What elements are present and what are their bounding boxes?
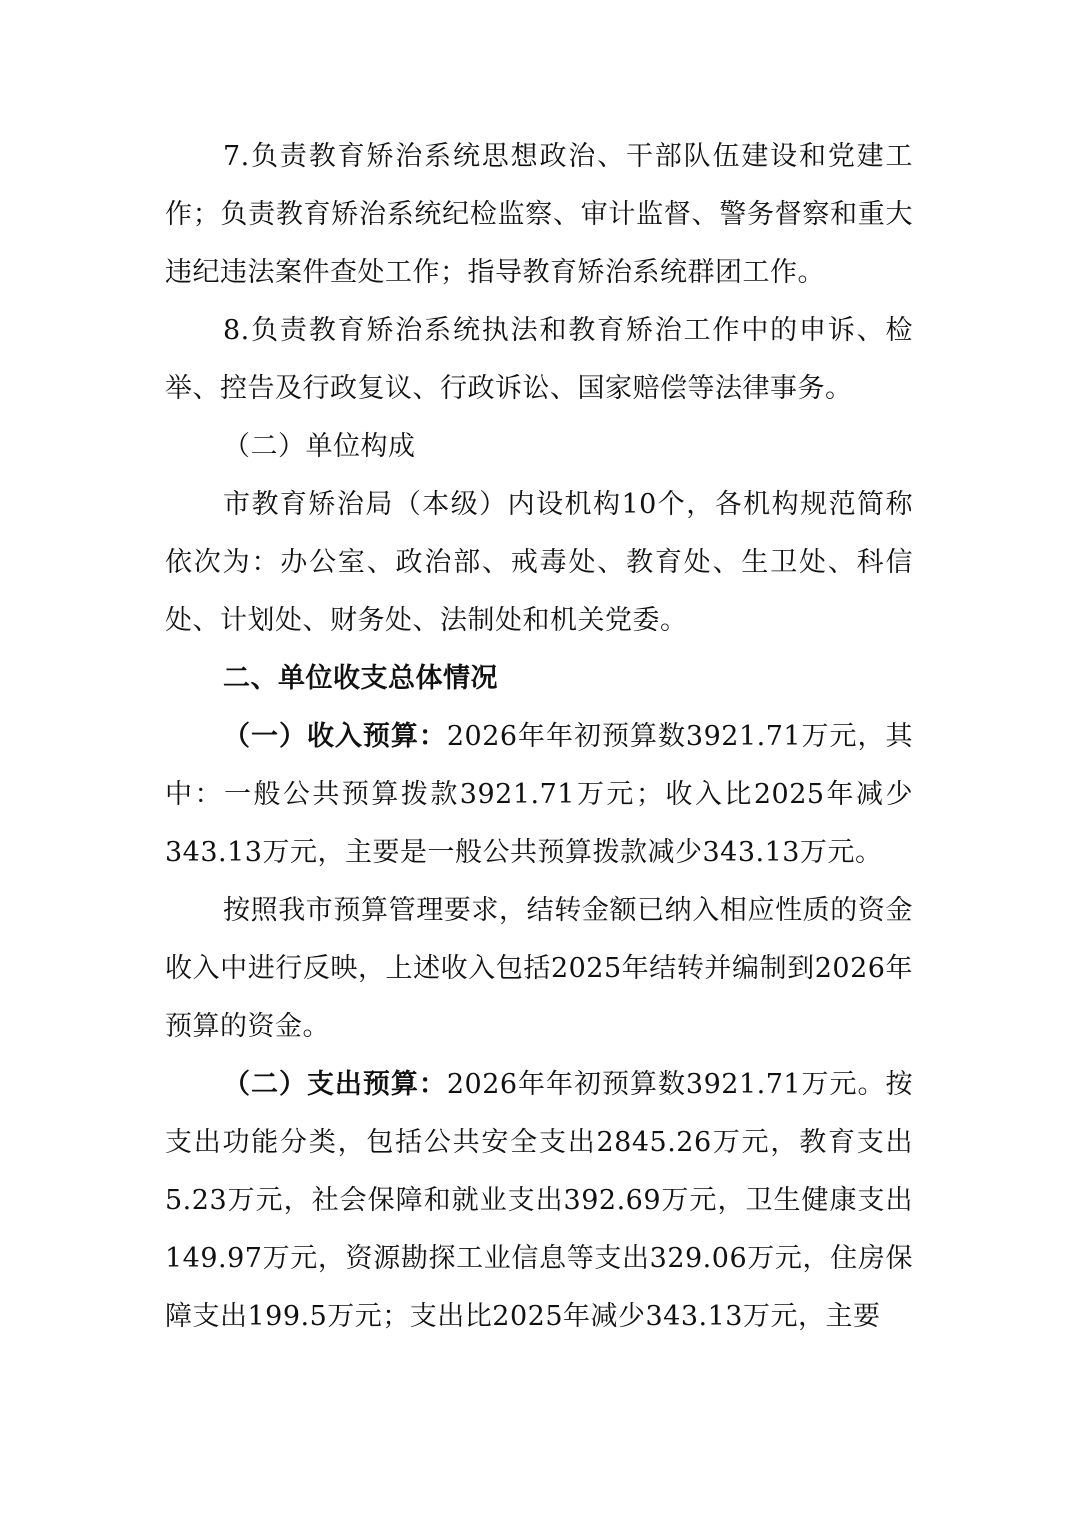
income-budget-label: （一）收入预算： <box>223 721 447 752</box>
section-heading-unit-composition: （二）单位构成 <box>223 431 416 462</box>
paragraph-income-budget <box>165 708 913 882</box>
paragraph-unit-composition: 市教育矫治局（本级）内设机构10个，各机构规范简称依次为：办公室、政治部、戒毒处、教育处、生卫处、科信处、计划处、财务处、法制处和机关党委。 <box>165 489 913 636</box>
income-budget-text: 2026年年初预算数3921.71万元，其中：一般公共预算拨款3921.71万元；收入比2025年减少343.13万元，主要是一般公共预算拨款减少343.13万元。 <box>165 721 913 868</box>
section-heading-income-expenditure: 二、单位收支总体情况 <box>223 663 498 694</box>
document-body <box>165 128 913 1346</box>
paragraph-expenditure-budget <box>165 1056 913 1346</box>
paragraph-duty-8: 8.负责教育矫治系统执法和教育矫治工作中的申诉、检举、控告及行政复议、行政诉讼、国家赔偿等法律事务。 <box>165 315 913 404</box>
paragraph-carryover-note: 按照我市预算管理要求，结转金额已纳入相应性质的资金收入中进行反映，上述收入包括2025年结转并编制到2026年预算的资金。 <box>165 895 913 1042</box>
expenditure-budget-text: 2026年年初预算数3921.71万元。按支出功能分类，包括公共安全支出2845.26万元，教育支出5.23万元，社会保障和就业支出392.69万元，卫生健康支出149.97万元，资源勘探工业信息等支出329.06万元，住房保障支出199.5万元；支出比2025年减少343.13万元，主要 <box>165 1069 913 1332</box>
paragraph-duty-7: 7.负责教育矫治系统思想政治、干部队伍建设和党建工作；负责教育矫治系统纪检监察、审计监督、警务督察和重大违纪违法案件查处工作；指导教育矫治系统群团工作。 <box>165 141 913 288</box>
expenditure-budget-label: （二）支出预算： <box>223 1069 447 1100</box>
